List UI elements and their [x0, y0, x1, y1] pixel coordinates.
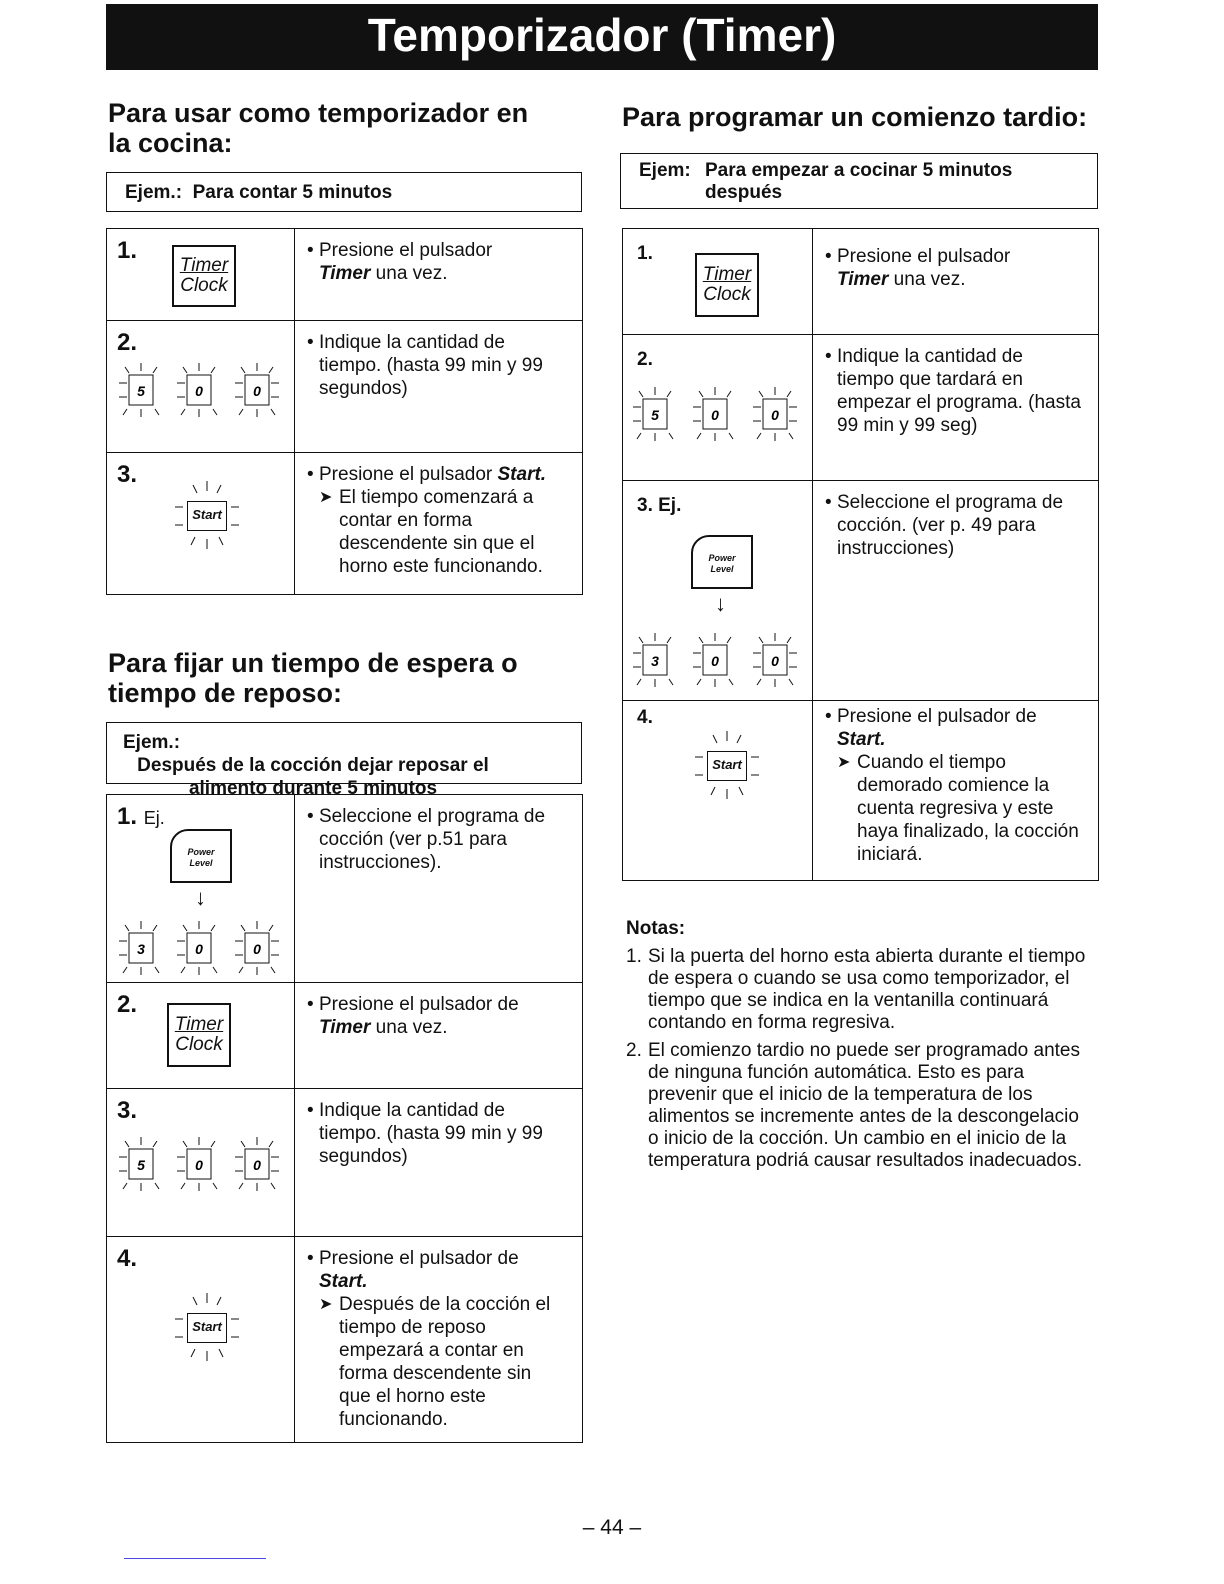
instruction-emphasis: Start. — [837, 729, 886, 750]
key-label: Level — [189, 858, 213, 868]
digit-text: 3 — [137, 941, 145, 957]
step-instructions — [813, 701, 1099, 881]
step-number: 1. — [637, 243, 653, 264]
step-number: 4. — [637, 707, 653, 728]
instruction-text: Presione el pulsador de — [319, 1248, 519, 1269]
step-row — [107, 229, 583, 321]
step-instructions — [295, 453, 583, 595]
instruction-text: Presione el pulsador de — [319, 994, 519, 1015]
instruction-text: Seleccione el programa de cocción. (ver p. 49 para instrucciones) — [837, 492, 1064, 559]
step-visual — [107, 983, 295, 1089]
digit-group — [693, 387, 733, 441]
digit-text: 0 — [711, 407, 719, 423]
step-instructions — [295, 321, 583, 453]
digit-group — [633, 633, 673, 687]
instruction-text: Presione el pulsador de — [837, 706, 1037, 727]
step-row — [107, 321, 583, 453]
bullet: • — [825, 492, 832, 513]
step-visual — [107, 321, 295, 453]
example-box — [106, 172, 582, 212]
digit-group — [177, 363, 217, 417]
display-digits-icon — [115, 919, 295, 977]
start-key: Start — [707, 751, 747, 781]
key-label: Level — [710, 564, 734, 574]
instruction-text: Indique la cantidad de tiempo. (hasta 99 min y 99 segundos) — [319, 332, 543, 399]
display-digits-icon — [115, 1135, 295, 1193]
arrow-icon: ➤ — [319, 1296, 333, 1313]
step-row — [623, 229, 1099, 335]
instruction-text: una vez. — [370, 1017, 448, 1038]
instruction-text: una vez. — [888, 269, 966, 290]
timer-clock-key — [167, 1003, 231, 1067]
timer-clock-key — [172, 245, 236, 307]
key-label: Timer — [702, 264, 752, 285]
section-heading-kitchen-timer — [108, 98, 528, 158]
step-row — [623, 481, 1099, 701]
step-visual — [107, 229, 295, 321]
digit-group — [177, 1137, 217, 1191]
digit-group — [119, 363, 159, 417]
step-number: 2. — [117, 991, 138, 1018]
example-label: Ejem: — [639, 160, 691, 181]
example-box — [620, 153, 1098, 209]
instruction-emphasis: Timer — [837, 269, 889, 290]
display-digits-icon — [629, 631, 813, 689]
digit-text: 0 — [771, 407, 779, 423]
step-number-text: 1. — [117, 803, 138, 830]
digit-text: 5 — [137, 1157, 145, 1173]
timer-clock-key — [695, 253, 759, 317]
digit-group — [753, 387, 797, 441]
step-instructions — [813, 229, 1099, 335]
step-visual — [623, 229, 813, 335]
example-box — [106, 722, 582, 799]
step-number: 2. — [637, 349, 653, 370]
digit-group — [693, 633, 733, 687]
bullet: • — [307, 332, 314, 353]
key-label: Timer — [179, 255, 229, 276]
step-row — [107, 983, 583, 1089]
bullet: • — [307, 1248, 314, 1269]
notes-title: Notas: — [626, 918, 686, 939]
instruction-emphasis: Start. — [319, 1271, 368, 1292]
digit-text: 0 — [195, 383, 203, 399]
start-key: Start — [187, 501, 227, 531]
instruction-emphasis: Timer — [319, 1017, 371, 1038]
digit-group — [633, 387, 673, 441]
key-label: Clock — [175, 1034, 223, 1055]
step-visual — [107, 453, 295, 595]
digit-text: 5 — [137, 383, 145, 399]
note-text: El comienzo tardio no puede ser programado antes de ninguna función automática. Esto es para prevenir que el inicio de la temperatura de los alimentos se incremente antes de la descongelacio o inicio de la cocción. Un cambio en el inicio de la temperatura podriá causar resultados inadecuados. — [648, 1040, 1083, 1171]
step-instructions — [813, 481, 1099, 701]
digit-text: 0 — [195, 941, 203, 957]
step-row — [107, 795, 583, 983]
step-row — [623, 701, 1099, 881]
step-visual — [623, 335, 813, 481]
step-number: 3. — [117, 461, 138, 488]
step-visual — [107, 1237, 295, 1443]
step-number: 3. Ej. — [637, 495, 682, 516]
heading-line: la cocina: — [108, 128, 233, 158]
arrow-icon: ➤ — [837, 754, 851, 771]
instruction-text: Seleccione el programa de cocción (ver p.51 para instrucciones). — [319, 806, 546, 873]
page-title: Temporizador (Timer) — [106, 4, 1098, 70]
instruction-text: Presione el pulsador — [319, 464, 498, 485]
instruction-text: Indique la cantidad de tiempo que tardará en empezar el programa. (hasta 99 min y 99 seg) — [837, 346, 1081, 436]
bullet: • — [825, 346, 832, 367]
digit-group — [235, 363, 279, 417]
step-visual — [107, 1089, 295, 1237]
step-visual — [623, 701, 813, 881]
digit-text: 5 — [651, 407, 659, 423]
key-label: Timer — [174, 1014, 224, 1035]
step-number: 4. — [117, 1245, 138, 1272]
digit-group — [119, 1137, 159, 1191]
step-number: 1. — [117, 237, 138, 264]
heading-line: Para fijar un tiempo de espera o — [108, 648, 518, 678]
note-item — [626, 946, 1088, 1034]
step-visual — [107, 795, 295, 983]
key-label: Clock — [180, 275, 228, 296]
key-label: Clock — [703, 284, 751, 305]
instruction-text: una vez. — [370, 263, 448, 284]
step-row — [107, 453, 583, 595]
step-row — [623, 335, 1099, 481]
step-instructions — [813, 335, 1099, 481]
step-number: 2. — [117, 329, 138, 356]
display-digits-icon — [629, 385, 813, 443]
bullet: • — [307, 806, 314, 827]
digit-group — [119, 921, 159, 975]
note-number: 1. — [626, 946, 642, 967]
key-label: Power — [708, 553, 736, 563]
digit-text: 3 — [651, 653, 659, 669]
digit-text: 0 — [253, 941, 261, 957]
page-number: – 44 – — [582, 1516, 642, 1539]
steps-table-kitchen-timer — [106, 228, 583, 595]
heading-line: Para usar como temporizador en — [108, 98, 529, 128]
digit-text: 0 — [253, 383, 261, 399]
digit-group — [753, 633, 797, 687]
heading-line: tiempo de reposo: — [108, 678, 343, 708]
example-tag: Ej. — [143, 808, 165, 828]
instruction-subtext: Después de la cocción el tiempo de reposo empezará a contar en forma descendente sin que el horno este funcionando. — [339, 1294, 551, 1430]
example-text: Para empezar a cocinar 5 minutos después — [705, 160, 1013, 203]
step-instructions — [295, 795, 583, 983]
step-instructions — [295, 229, 583, 321]
bullet: • — [307, 994, 314, 1015]
bullet: • — [307, 1100, 314, 1121]
example-label: Ejem.: — [123, 732, 181, 753]
power-level-key — [170, 829, 232, 883]
digit-text: 0 — [771, 653, 779, 669]
example-text: Para contar 5 minutos — [192, 182, 393, 203]
step-number: 3. — [117, 1097, 138, 1124]
digit-group — [177, 921, 217, 975]
digit-text: 0 — [195, 1157, 203, 1173]
note-number: 2. — [626, 1040, 642, 1061]
step-number — [117, 803, 165, 831]
power-level-key — [691, 535, 753, 589]
instruction-subtext: Cuando el tiempo demorado comience la cuenta regresiva y este haya finalizado, la cocción iniciará. — [857, 752, 1079, 865]
instruction-emphasis: Start. — [497, 464, 547, 485]
steps-table-delay-start — [622, 228, 1099, 881]
step-instructions — [295, 983, 583, 1089]
digit-text: 0 — [711, 653, 719, 669]
bullet: • — [825, 706, 832, 727]
footer-rule — [124, 1558, 266, 1559]
example-text: Después de la cocción dejar reposar el alimento durante 5 minutos — [137, 755, 489, 799]
note-text: Si la puerta del horno esta abierta durante el tiempo de espera o cuando se usa como temporizador, el tiempo que se indica en la ventanilla continuará contando en forma regresiva. — [648, 946, 1086, 1033]
instruction-emphasis: Timer — [319, 263, 371, 284]
example-label: Ejem.: — [125, 182, 183, 203]
note-item — [626, 1040, 1088, 1172]
step-visual — [623, 481, 813, 701]
step-instructions — [295, 1089, 583, 1237]
digit-group — [235, 921, 279, 975]
down-arrow-icon: ↓ — [195, 885, 206, 910]
instruction-text: Indique la cantidad de tiempo. (hasta 99 min y 99 segundos) — [319, 1100, 543, 1167]
digit-group — [235, 1137, 279, 1191]
down-arrow-icon: ↓ — [715, 591, 726, 616]
steps-table-standing-time — [106, 794, 583, 1443]
section-heading-delay-start: Para programar un comienzo tardio: — [622, 102, 1088, 132]
notes-list — [626, 946, 1088, 1178]
instruction-subtext: El tiempo comenzará a contar en forma descendente sin que el horno este funcionando. — [339, 487, 543, 577]
step-row — [107, 1237, 583, 1443]
step-instructions — [295, 1237, 583, 1443]
step-row — [107, 1089, 583, 1237]
section-heading-standing-time — [108, 648, 518, 708]
start-key: Start — [187, 1313, 227, 1343]
instruction-text: Presione el pulsador — [837, 246, 1011, 267]
arrow-icon: ➤ — [319, 489, 333, 506]
instruction-text: Presione el pulsador — [319, 240, 493, 261]
bullet: • — [307, 464, 314, 485]
key-label: Power — [187, 847, 215, 857]
bullet: • — [825, 246, 832, 267]
display-digits-icon — [115, 361, 295, 419]
digit-text: 0 — [253, 1157, 261, 1173]
bullet: • — [307, 240, 314, 261]
